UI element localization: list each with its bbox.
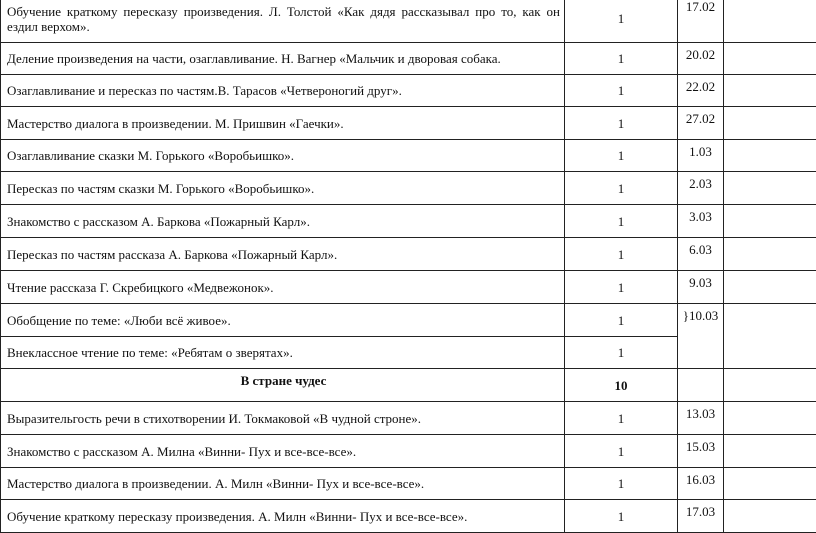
lesson-hours: 1 <box>565 172 678 205</box>
lesson-hours: 1 <box>565 402 678 435</box>
lesson-date: 16.03 <box>678 468 724 500</box>
lesson-hours: 1 <box>565 500 678 533</box>
empty-cell <box>724 43 816 75</box>
lesson-topic: Мастерство диалога в произведении. А. Милн «Винни- Пух и все-все-все». <box>1 468 565 500</box>
lesson-hours: 1 <box>565 304 678 337</box>
lesson-date: 6.03 <box>678 238 724 271</box>
lesson-hours: 1 <box>565 238 678 271</box>
table-row <box>1 500 816 533</box>
table-row <box>1 140 816 172</box>
lesson-topic-text: Обучение краткому пересказу произведения. Л. Толстой «Как дядя рассказывал про то, как он ездил верхом». <box>7 4 560 34</box>
lesson-date: 20.02 <box>678 43 724 75</box>
lesson-date: 13.03 <box>678 402 724 435</box>
lesson-hours: 1 <box>565 205 678 238</box>
section-row <box>1 369 816 402</box>
empty-cell <box>724 0 816 43</box>
table-row <box>1 205 816 238</box>
table-row <box>1 468 816 500</box>
section-hours: 10 <box>565 369 678 402</box>
empty-cell <box>724 107 816 140</box>
lesson-hours: 1 <box>565 435 678 468</box>
table-row <box>1 107 816 140</box>
lesson-topic: Внеклассное чтение по теме: «Ребятам о зверятах». <box>1 337 565 369</box>
empty-cell <box>724 435 816 468</box>
empty-cell <box>724 140 816 172</box>
lesson-date: 17.02 <box>678 0 724 43</box>
lesson-date: 22.02 <box>678 75 724 107</box>
empty-cell <box>724 369 816 402</box>
empty-cell <box>724 75 816 107</box>
lesson-date: 17.03 <box>678 500 724 533</box>
lesson-date: 27.02 <box>678 107 724 140</box>
section-title: В стране чудес <box>1 369 565 402</box>
table-row <box>1 304 816 337</box>
lesson-hours: 1 <box>565 140 678 172</box>
empty-cell <box>678 369 724 402</box>
table-row <box>1 172 816 205</box>
empty-cell <box>724 238 816 271</box>
empty-cell <box>724 402 816 435</box>
table-row <box>1 271 816 304</box>
empty-cell <box>724 172 816 205</box>
empty-cell <box>724 271 816 304</box>
lesson-hours: 1 <box>565 43 678 75</box>
empty-cell <box>724 205 816 238</box>
lesson-hours: 1 <box>565 0 678 43</box>
lesson-topic: Обобщение по теме: «Люби всё живое». <box>1 304 565 337</box>
empty-cell <box>724 304 816 369</box>
lesson-topic: Озаглавливание и пересказ по частям.В. Тарасов «Четвероногий друг». <box>1 75 565 107</box>
lesson-hours: 1 <box>565 271 678 304</box>
table-row <box>1 402 816 435</box>
empty-cell <box>724 468 816 500</box>
lesson-topic: Озаглавливание сказки М. Горького «Воробьишко». <box>1 140 565 172</box>
lesson-hours: 1 <box>565 107 678 140</box>
table-row <box>1 435 816 468</box>
lesson-date: 3.03 <box>678 205 724 238</box>
lesson-topic: Мастерство диалога в произведении. М. Пришвин «Гаечки». <box>1 107 565 140</box>
lesson-date: 15.03 <box>678 435 724 468</box>
table-row <box>1 238 816 271</box>
empty-cell <box>724 500 816 533</box>
lesson-topic: Знакомство с рассказом А. Милна «Винни- Пух и все-все-все». <box>1 435 565 468</box>
lesson-topic: Пересказ по частям рассказа А. Баркова «Пожарный Карл». <box>1 238 565 271</box>
lesson-topic <box>1 0 565 43</box>
table-row <box>1 0 816 43</box>
lesson-topic: Деление произведения на части, озаглавливание. Н. Вагнер «Мальчик и дворовая собака. <box>1 43 565 75</box>
lesson-topic: Пересказ по частям сказки М. Горького «Воробьишко». <box>1 172 565 205</box>
table-row <box>1 43 816 75</box>
table-row <box>1 75 816 107</box>
lesson-hours: 1 <box>565 337 678 369</box>
lesson-topic: Обучение краткому пересказу произведения. А. Милн «Винни- Пух и все-все-все». <box>1 500 565 533</box>
lesson-date: 1.03 <box>678 140 724 172</box>
lesson-date: 9.03 <box>678 271 724 304</box>
lesson-hours: 1 <box>565 468 678 500</box>
lesson-hours: 1 <box>565 75 678 107</box>
lesson-date: 2.03 <box>678 172 724 205</box>
lesson-topic: Чтение рассказа Г. Скребицкого «Медвежонок». <box>1 271 565 304</box>
lesson-date: }10.03 <box>678 304 724 369</box>
lesson-topic: Знакомство с рассказом А. Баркова «Пожарный Карл». <box>1 205 565 238</box>
lesson-topic: Выразительгость речи в стихотворении И. Токмаковой «В чудной строне». <box>1 402 565 435</box>
